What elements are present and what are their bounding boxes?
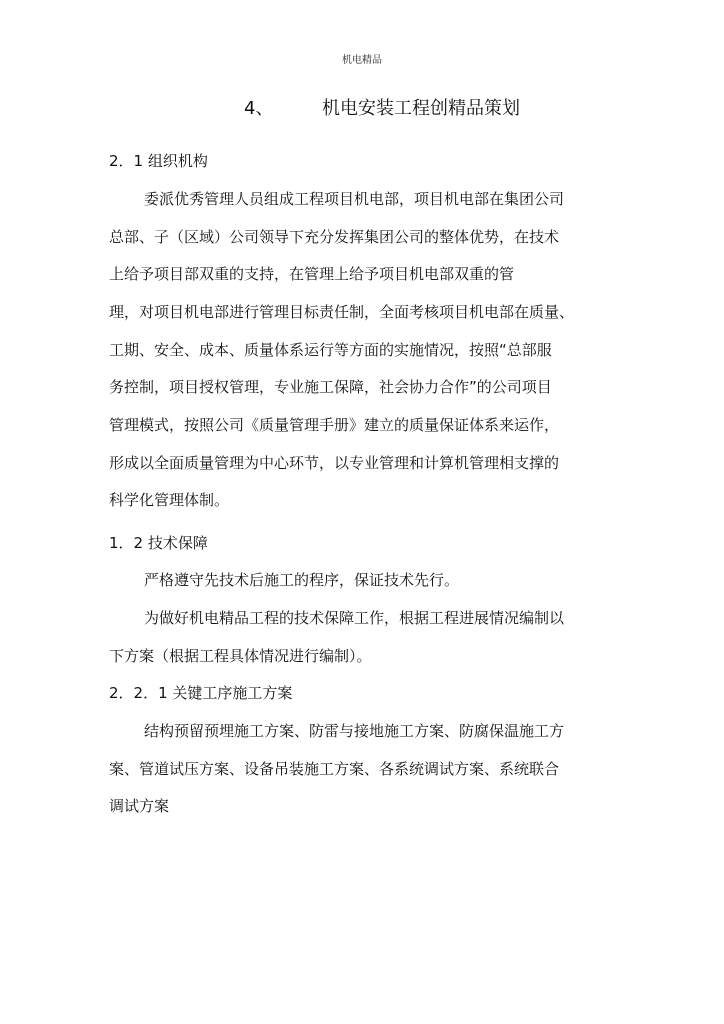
page-header: 机电精品 [342, 55, 382, 66]
paragraph-line: 上给予项目部双重的支持，在管理上给予项目机电部双重的管 [109, 265, 515, 283]
title-text: 机电安装工程创精品策划 [322, 98, 520, 119]
section-heading-key-process: 2．2．1 关键工序施工方案 [109, 684, 293, 702]
title-number: 4、 [244, 98, 274, 119]
paragraph-line: 科学化管理体制。 [109, 491, 230, 509]
paragraph-line: 结构预留预埋施工方案、防雷与接地施工方案、防腐保温施工方 [144, 722, 565, 740]
paragraph-line: 形成以全面质量管理为中心环节，以专业管理和计算机管理相支撑的 [109, 454, 560, 472]
paragraph-line: 管理模式，按照公司《质量管理手册》建立的质量保证体系来运作， [109, 416, 560, 434]
paragraph-line: 调试方案 [109, 797, 170, 815]
paragraph-line: 严格遵守先技术后施工的程序，保证技术先行。 [144, 571, 460, 589]
paragraph-line: 委派优秀管理人员组成工程项目机电部，项目机电部在集团公司 [144, 190, 565, 208]
paragraph-line: 为做好机电精品工程的技术保障工作，根据工程进展情况编制以 [144, 609, 565, 627]
paragraph-line: 务控制，项目授权管理，专业施工保障，社会协力合作”的公司项目 [109, 378, 552, 396]
paragraph-line: 下方案（根据工程具体情况进行编制）。 [109, 647, 372, 665]
section-heading-organization: 2．1 组织机构 [109, 152, 208, 170]
paragraph-line: 工期、安全、成本、质量体系运行等方面的实施情况，按照“总部服 [109, 341, 552, 359]
paragraph-line: 理，对项目机电部进行管理目标责任制，全面考核项目机电部在质量、 [109, 303, 575, 321]
paragraph-line: 总部、子（区域）公司领导下充分发挥集团公司的整体优势，在技术 [109, 228, 560, 246]
paragraph-line: 案、管道试压方案、设备吊装施工方案、各系统调试方案、系统联合 [109, 760, 560, 778]
section-heading-technical-support: 1．2 技术保障 [109, 534, 208, 552]
